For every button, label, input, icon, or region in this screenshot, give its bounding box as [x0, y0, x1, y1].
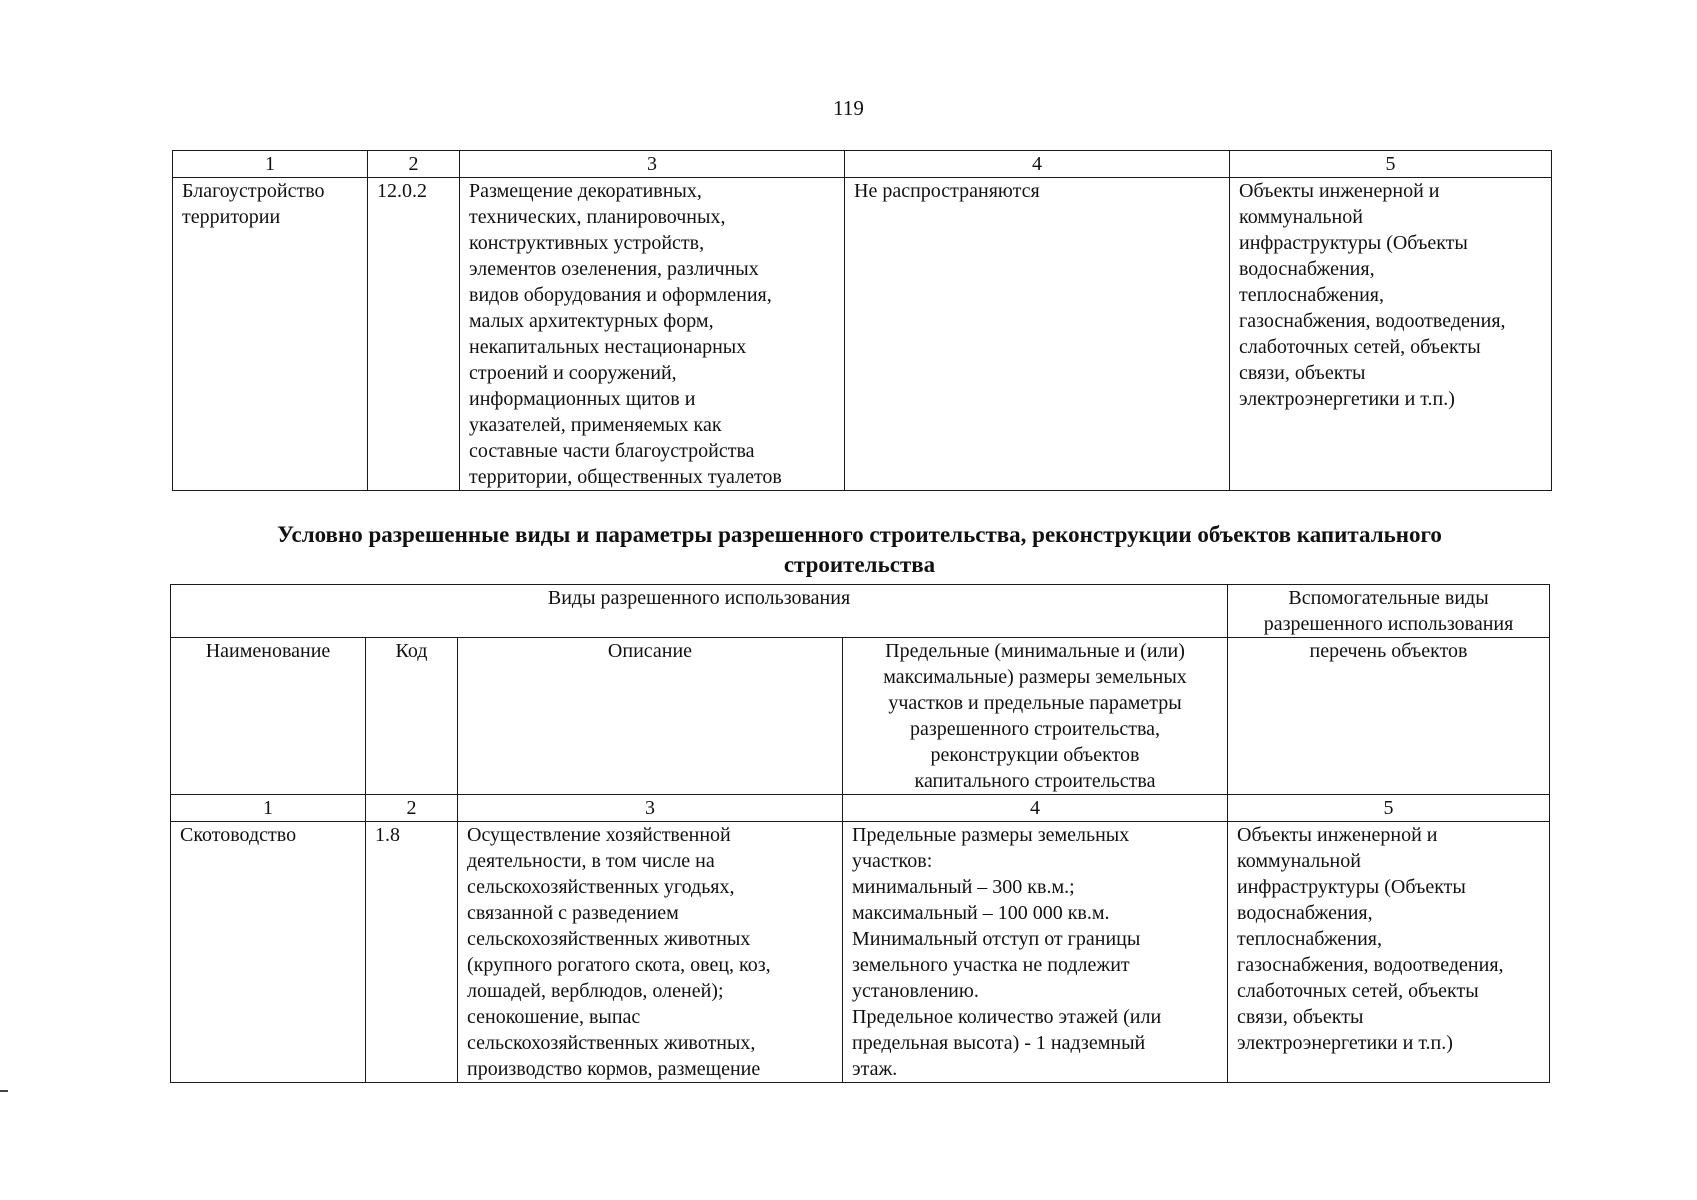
parameters-cell: Предельные размеры земельных участков: минимальный – 300 кв.м.; максимальный – 100 000 кв.м. Минимальный отступ от границы земельного участка не подлежит установлению. Предельное количество этажей (или предельная высота) - 1 надземный этаж.	[843, 822, 1228, 1083]
section-heading: Условно разрешенные виды и параметры разрешенного строительства, реконструкции объектов капитального строительства	[277, 522, 1442, 577]
column-number-2: 2	[368, 151, 460, 178]
header-code: Код	[366, 638, 458, 795]
parameters-cell: Не распространяются	[845, 178, 1230, 491]
use-description-cell: Размещение декоративных, технических, планировочных, конструктивных устройств, элементов озеленения, различных видов оборудования и оформления, малых архитектурных форм, некапитальных нестационарных строений и сооружений, информационных щитов и указателей, применяемых как составные части благоустройства территории, общественных туалетов	[460, 178, 845, 491]
auxiliary-uses-group-header: Вспомогательные виды разрешенного использования	[1228, 585, 1550, 638]
top-table	[172, 150, 1552, 491]
column-number-1: 1	[173, 151, 368, 178]
auxiliary-objects-cell: Объекты инженерной и коммунальной инфраструктуры (Объекты водоснабжения, теплоснабжения, газоснабжения, водоотведения, слаботочных сетей, объекты связи, объекты электроэнергетики и т.п.)	[1228, 822, 1550, 1083]
column-number-1: 1	[171, 795, 366, 822]
column-number-row	[173, 151, 1552, 178]
column-number-4: 4	[845, 151, 1230, 178]
table-row	[173, 178, 1552, 491]
column-header-row	[171, 638, 1550, 795]
use-description-cell: Осуществление хозяйственной деятельности, в том числе на сельскохозяйственных угодьях, связанной с разведением сельскохозяйственных животных (крупного рогатого скота, овец, коз, лошадей, верблюдов, оленей); сенокошение, выпас сельскохозяйственных животных, производство кормов, размещение	[458, 822, 843, 1083]
column-number-5: 5	[1228, 795, 1550, 822]
page-number: 119	[833, 96, 864, 120]
header-objects: перечень объектов	[1228, 638, 1550, 795]
table-row	[171, 822, 1550, 1083]
permitted-uses-group-header: Виды разрешенного использования	[171, 585, 1228, 638]
column-number-3: 3	[460, 151, 845, 178]
header-name: Наименование	[171, 638, 366, 795]
column-number-row	[171, 795, 1550, 822]
header-description: Описание	[458, 638, 843, 795]
scan-edge-mark	[0, 1090, 8, 1092]
column-number-2: 2	[366, 795, 458, 822]
column-number-4: 4	[843, 795, 1228, 822]
use-code-cell: 12.0.2	[368, 178, 460, 491]
auxiliary-objects-cell: Объекты инженерной и коммунальной инфраструктуры (Объекты водоснабжения, теплоснабжения, газоснабжения, водоотведения, слаботочных сетей, объекты связи, объекты электроэнергетики и т.п.)	[1230, 178, 1552, 491]
use-name-cell: Скотоводство	[171, 822, 366, 1083]
use-name-cell: Благоустройство территории	[173, 178, 368, 491]
header-parameters: Предельные (минимальные и (или) максимальные) размеры земельных участков и предельные параметры разрешенного строительства, реконструкции объектов капитального строительства	[843, 638, 1228, 795]
bottom-table	[170, 584, 1550, 1083]
column-number-3: 3	[458, 795, 843, 822]
use-code-cell: 1.8	[366, 822, 458, 1083]
group-header-row	[171, 585, 1550, 638]
column-number-5: 5	[1230, 151, 1552, 178]
